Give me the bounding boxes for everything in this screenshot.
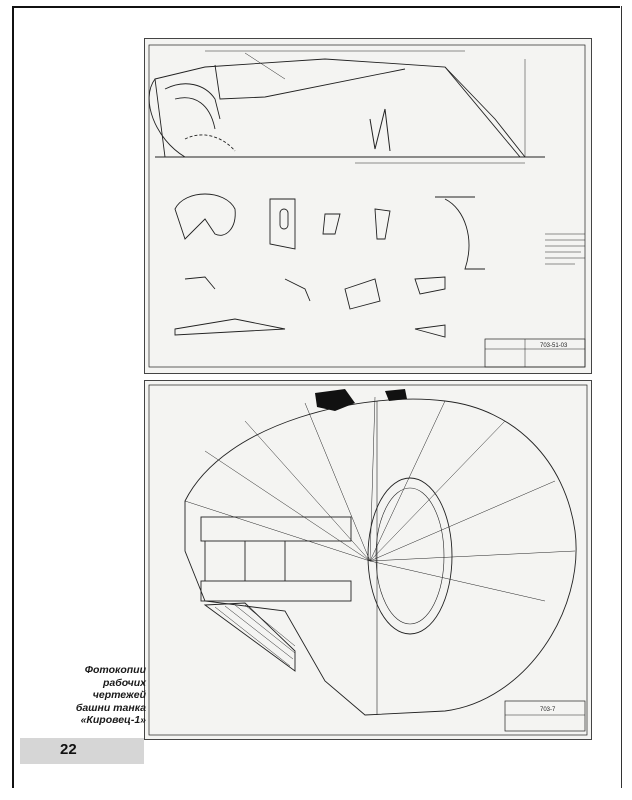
page-frame-right (621, 6, 622, 788)
caption-line: Фотокопии (84, 664, 146, 676)
caption-line: башни танка (75, 701, 146, 714)
figure-caption (36, 664, 146, 727)
turret-drawing-upper (144, 38, 592, 374)
turret-profile-drawing (145, 39, 591, 373)
top-title-block-text: 703-51-03 (540, 343, 568, 349)
page-frame-top (12, 6, 620, 8)
ink-blot (315, 389, 355, 411)
page-frame-left (12, 6, 14, 788)
caption-line: «Кировец-1» (80, 714, 146, 726)
turret-plan-drawing (145, 381, 591, 739)
bottom-title-block-text: 703-7 (540, 707, 556, 713)
caption-line: рабочих (102, 676, 146, 689)
turret-drawing-lower (144, 380, 592, 740)
caption-line: чертежей (92, 689, 146, 701)
page-number-band (20, 738, 144, 764)
page-number: 22 (60, 741, 77, 758)
